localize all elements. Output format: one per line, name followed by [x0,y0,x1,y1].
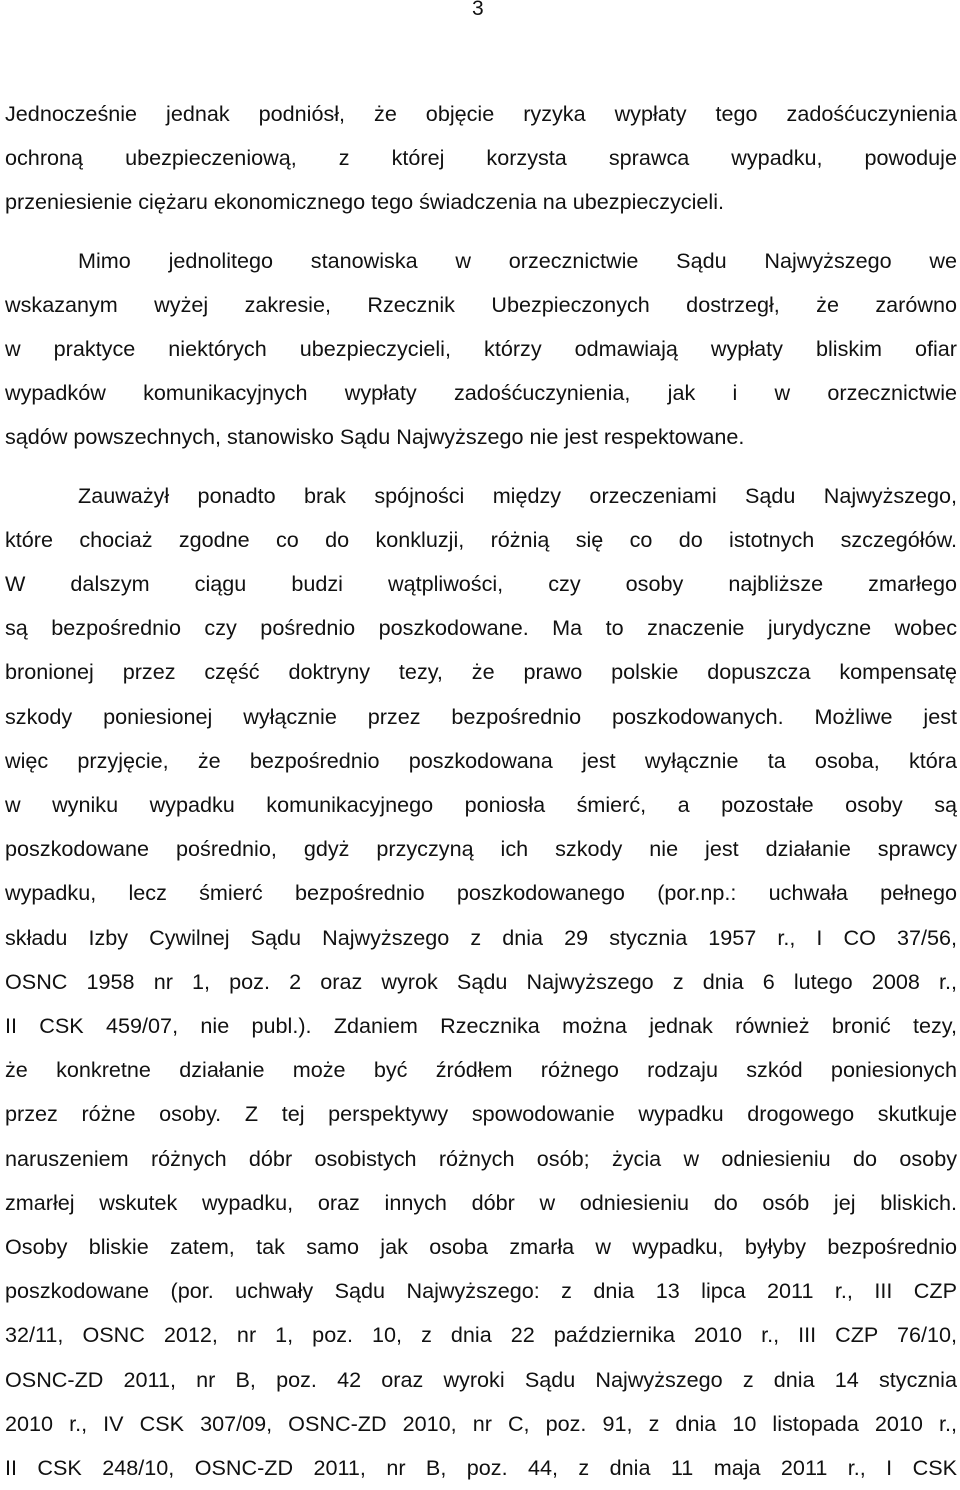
paragraph-2 [5,239,957,460]
text-line: naruszeniem różnych dóbr osobistych różnych osób; życia w odniesieniu do osoby [5,1145,957,1171]
text-line: że konkretne działanie może być źródłem różnego rodzaju szkód poniesionych [5,1057,957,1083]
document-body [5,92,957,1490]
paragraph-1 [5,92,957,225]
text-line: wypadku, lecz śmierć bezpośrednio poszkodowanego (por.np.: uchwała pełnego [5,880,957,906]
text-line: wypadków komunikacyjnych wypłaty zadośćuczynienia, jak i w orzecznictwie [5,380,957,406]
text-line: w wyniku wypadku komunikacyjnego poniosła śmierć, a pozostałe osoby są [5,792,957,818]
text-line: przez różne osoby. Z tej perspektywy spowodowanie wypadku drogowego skutkuje [5,1101,957,1127]
page-number: 3 [472,0,484,20]
text-line: Zauważył ponadto brak spójności między orzeczeniami Sądu Najwyższego, [78,482,957,508]
text-line: przeniesienie ciężaru ekonomicznego tego świadczenia na ubezpieczycieli. [5,189,725,215]
text-line: szkody poniesionej wyłącznie przez bezpośrednio poszkodowanych. Możliwe jest [5,703,957,729]
text-line: w praktyce niektórych ubezpieczycieli, którzy odmawiają wypłaty bliskim ofiar [5,336,957,362]
text-line: OSNC-ZD 2011, nr B, poz. 42 oraz wyroki Sądu Najwyższego z dnia 14 stycznia [5,1366,957,1392]
text-line: więc przyjęcie, że bezpośrednio poszkodowana jest wyłącznie ta osoba, która [5,747,957,773]
text-line: zmarłej wskutek wypadku, oraz innych dóbr w odniesieniu do osób jej bliskich. [5,1189,957,1215]
text-line: Jednocześnie jednak podniósł, że objęcie ryzyka wypłaty tego zadośćuczynienia [5,101,957,126]
text-line: sądów powszechnych, stanowisko Sądu Najwyższego nie jest respektowane. [5,424,745,450]
text-line: poszkodowane (por. uchwały Sądu Najwyższego: z dnia 13 lipca 2011 r., III CZP [5,1278,957,1304]
text-line: W dalszym ciągu budzi wątpliwości, czy osoby najbliższe zmarłego [5,571,957,597]
paragraph-3 [5,474,957,1490]
text-line: są bezpośrednio czy pośrednio poszkodowane. Ma to znaczenie jurydyczne wobec [5,615,957,641]
text-line: Mimo jednolitego stanowiska w orzecznictwie Sądu Najwyższego we [78,247,957,273]
text-line: II CSK 248/10, OSNC-ZD 2011, nr B, poz. 44, z dnia 11 maja 2011 r., I CSK [5,1455,957,1481]
text-line: składu Izby Cywilnej Sądu Najwyższego z dnia 29 stycznia 1957 r., I CO 37/56, [5,924,957,950]
text-line: II CSK 459/07, nie publ.). Zdaniem Rzecznika można jednak również bronić tezy, [5,1013,957,1039]
text-line: wskazanym wyżej zakresie, Rzecznik Ubezpieczonych dostrzegł, że zarówno [5,291,957,317]
text-line: ochroną ubezpieczeniową, z której korzysta sprawca wypadku, powoduje [5,145,957,171]
text-line: poszkodowane pośrednio, gdyż przyczyną ich szkody nie jest działanie sprawcy [5,836,957,862]
text-line: 2010 r., IV CSK 307/09, OSNC-ZD 2010, nr C, poz. 91, z dnia 10 listopada 2010 r., [5,1410,957,1436]
text-line: 32/11, OSNC 2012, nr 1, poz. 10, z dnia 22 października 2010 r., III CZP 76/10, [5,1322,957,1348]
text-line: OSNC 1958 nr 1, poz. 2 oraz wyrok Sądu Najwyższego z dnia 6 lutego 2008 r., [5,968,957,994]
text-line: które chociaż zgodne co do konkluzji, różnią się co do istotnych szczegółów. [5,526,957,552]
text-line: bronionej przez część doktryny tezy, że prawo polskie dopuszcza kompensatę [5,659,957,685]
text-line: Osoby bliskie zatem, tak samo jak osoba zmarła w wypadku, byłyby bezpośrednio [5,1234,957,1260]
